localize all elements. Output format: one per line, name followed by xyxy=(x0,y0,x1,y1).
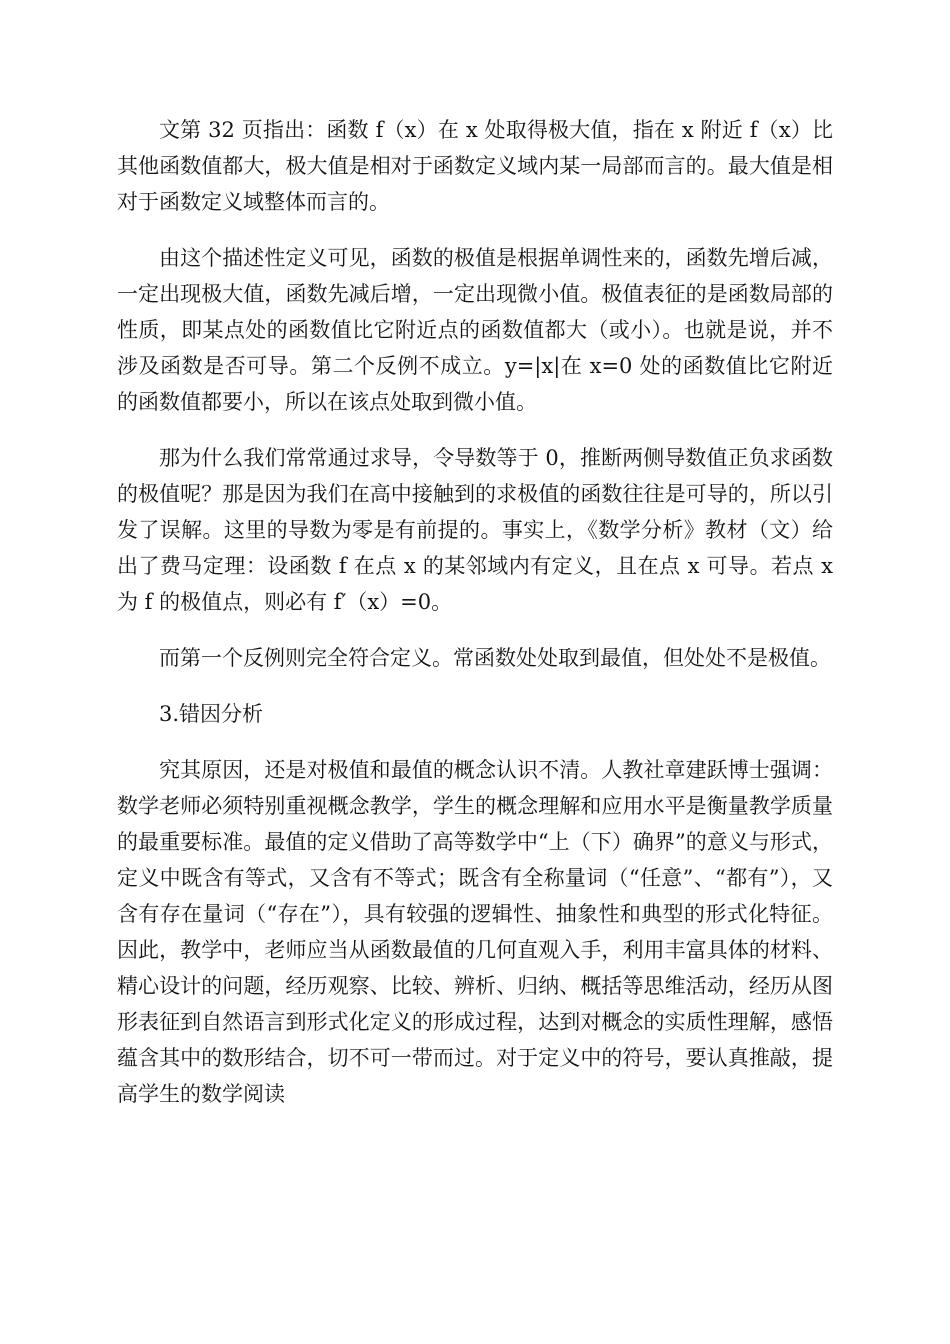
paragraph-extremum-definition: 文第 32 页指出：函数 f（x）在 x 处取得极大值，指在 x 附近 f（x）比其他函数值都大，极大值是相对于函数定义域内某一局部而言的。最大值是相对于函数定义域整体而言的。 xyxy=(117,118,833,214)
document-body xyxy=(117,112,833,1112)
paragraph-constant-function: 而第一个反例则完全符合定义。常函数处处取到最值，但处处不是极值。 xyxy=(159,646,831,670)
section-heading-error-analysis: 3.错因分析 xyxy=(159,702,264,726)
paragraph-derivative-fermat: 那为什么我们常常通过求导，令导数等于 0，推断两侧导数值正负求函数的极值呢？那是因为我们在高中接触到的求极值的函数往往是可导的，所以引发了误解。这里的导数为零是有前提的。事实上，《数学分析》教材（文）给出了费马定理：设函数 f 在点 x 的某邻域内有定义，且在点 x 可导。若点 x 为 f 的极值点，则必有 f′（x）=0。 xyxy=(117,446,833,614)
paragraph-cause-analysis: 究其原因，还是对极值和最值的概念认识不清。人教社章建跃博士强调：数学老师必须特别重视概念教学，学生的概念理解和应用水平是衡量教学质量的最重要标准。最值的定义借助了高等数学中“上（下）确界”的意义与形式，定义中既含有等式，又含有不等式；既含有全称量词（“任意”、“都有”），又含有存在量词（“存在”），具有较强的逻辑性、抽象性和典型的形式化特征。因此，教学中，老师应当从函数最值的几何直观入手，利用丰富具体的材料、精心设计的问题，经历观察、比较、辨析、归纳、概括等思维活动，经历从图形表征到自然语言到形式化定义的形成过程，达到对概念的实质性理解，感悟蕴含其中的数形结合，切不可一带而过。对于定义中的符号，要认真推敲，提高学生的数学阅读 xyxy=(117,758,833,1106)
paragraph-monotonicity: 由这个描述性定义可见，函数的极值是根据单调性来的，函数先增后减，一定出现极大值，函数先减后增，一定出现微小值。极值表征的是函数局部的性质，即某点处的函数值比它附近点的函数值都大（或小）。也就是说，并不涉及函数是否可导。第二个反例不成立。y=|x|在 x=0 处的函数值比它附近的函数值都要小，所以在该点处取到微小值。 xyxy=(117,246,833,414)
